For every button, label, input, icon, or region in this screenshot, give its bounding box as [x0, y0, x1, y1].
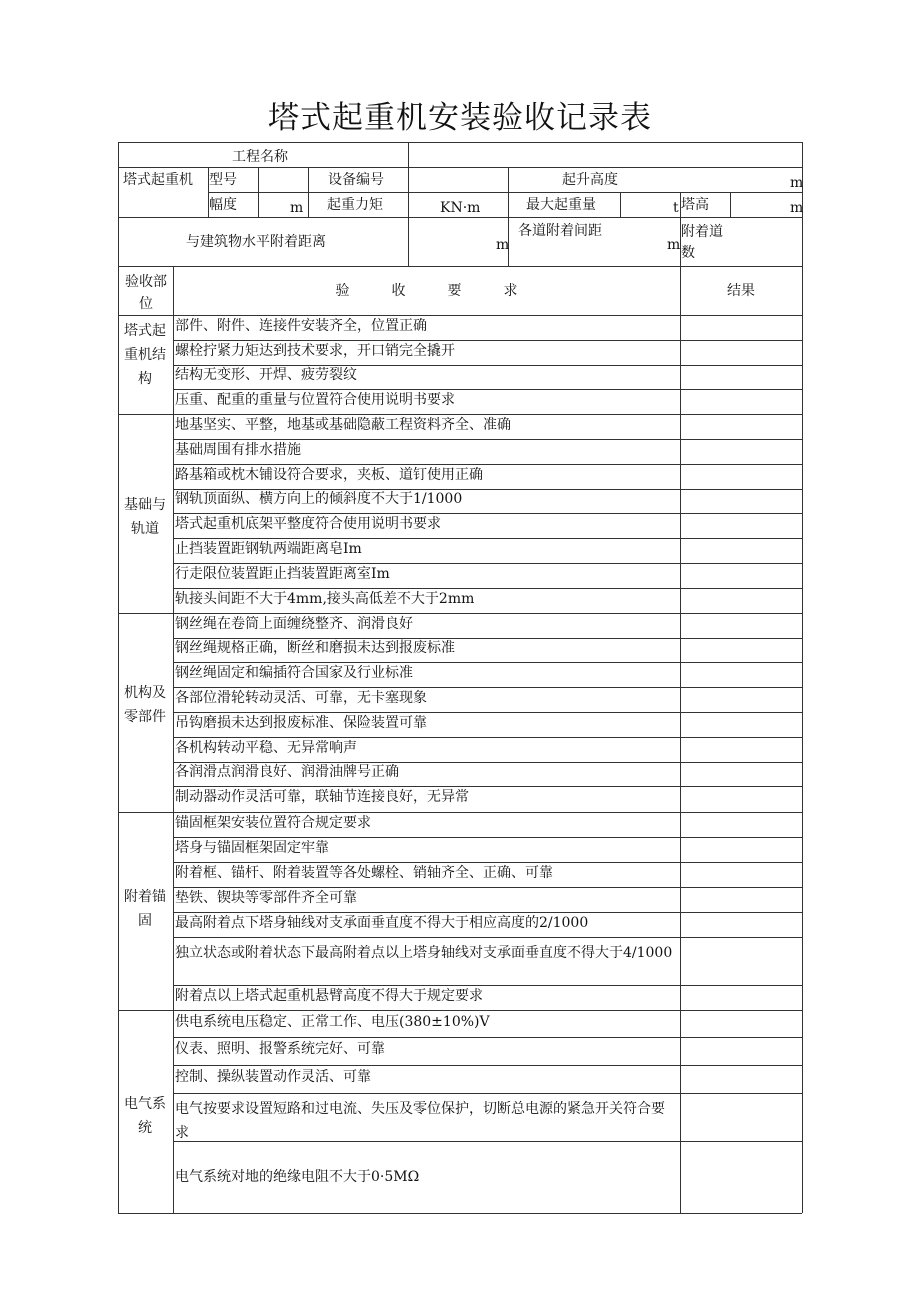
section-attachment-anchorage-label: 附着锚固	[124, 889, 166, 929]
result-cell[interactable]	[681, 390, 801, 413]
project-name-field[interactable]	[409, 143, 801, 167]
result-cell[interactable]	[681, 539, 801, 562]
requirement-item: 塔式起重机底架平整度符合使用说明书要求	[175, 516, 441, 532]
wall-distance-label: 与建筑物水平附着距离	[186, 234, 326, 250]
requirement-item: 基础周围有排水措施	[175, 442, 301, 458]
result-cell[interactable]	[681, 888, 801, 911]
max-load-label: 最大起重量	[526, 197, 596, 213]
section-electrical-system-label: 电气系统	[124, 1096, 166, 1136]
requirement-item: 各机构转动平稳、无异常响声	[175, 740, 357, 756]
result-cell[interactable]	[681, 738, 801, 761]
grid-line	[208, 192, 802, 193]
requirement-item: 塔身与锚固框架固定牢靠	[175, 840, 329, 856]
model-field[interactable]	[259, 168, 307, 192]
device-no-label: 设备编号	[328, 172, 384, 188]
result-cell[interactable]	[681, 514, 801, 537]
section-crane-structure-label: 塔式起重机结构	[124, 323, 166, 387]
result-cell[interactable]	[681, 688, 801, 711]
tower-height-field[interactable]	[731, 193, 786, 217]
requirement-item: 路基箱或枕木铺设符合要求，夹板、道钉使用正确	[175, 467, 483, 483]
requirement-item: 压重、配重的重量与位置符合使用说明书要求	[175, 392, 455, 408]
section-divider	[118, 1213, 802, 1214]
result-cell[interactable]	[681, 1094, 801, 1140]
result-cell[interactable]	[681, 341, 801, 364]
result-cell[interactable]	[681, 465, 801, 488]
table-right-border	[802, 142, 803, 1213]
moment-unit: KN·m	[440, 200, 481, 216]
section-mechanism-parts-label: 机构及零部件	[124, 685, 166, 725]
requirement-item: 钢丝绳固定和编插符合国家及行业标准	[175, 665, 413, 681]
requirement-item: 垫铁、锲块等零部件齐全可靠	[175, 890, 357, 906]
result-cell[interactable]	[681, 938, 801, 984]
device-no-field[interactable]	[409, 168, 507, 192]
model-label: 型号	[209, 172, 237, 188]
lift-height-field[interactable]	[509, 168, 789, 192]
amplitude-field[interactable]	[259, 193, 289, 217]
requirement-item: 电气系统对地的绝缘电阻不大于0·5MΩ	[175, 1169, 420, 1185]
requirement-item: 结构无变形、开焊、疲劳裂纹	[175, 367, 357, 383]
requirement-item: 钢丝绳在卷筒上面缠绕整齐、润滑良好	[175, 616, 413, 632]
requirement-item: 部件、附件、连接件安装齐全，位置正确	[175, 318, 427, 334]
page-title: 塔式起重机安装验收记录表	[268, 100, 652, 136]
result-cell[interactable]	[681, 316, 801, 339]
requirement-item: 螺栓拧紧力矩达到技术要求，开口销完全撬开	[175, 343, 455, 359]
part-column-divider	[173, 266, 174, 1213]
attachment-count-field[interactable]	[731, 218, 801, 265]
result-cell[interactable]	[681, 589, 801, 612]
result-cell[interactable]	[681, 663, 801, 686]
section-foundation-track-label: 基础与轨道	[124, 497, 166, 537]
requirement-item: 供电系统电压稳定、正常工作、电压(380±10%)V	[175, 1014, 490, 1030]
requirement-item: 独立状态或附着状态下最高附着点以上塔身轴线对支承面垂直度不得大于4/1000	[175, 945, 673, 961]
requirement-item: 附着框、锚杆、附着装置等各处螺栓、销轴齐全、正确、可靠	[175, 865, 553, 881]
requirement-item: 控制、操纵装置动作灵活、可靠	[175, 1069, 371, 1085]
spacing-field[interactable]	[509, 242, 664, 264]
result-cell[interactable]	[681, 713, 801, 736]
moment-label: 起重力矩	[327, 197, 383, 213]
requirement-item: 最高附着点下塔身轴线对支承面垂直度不得大于相应高度的2/1000	[175, 915, 589, 931]
requirement-item: 止挡装置距钢轨两端距离皂Im	[175, 541, 362, 557]
project-name-label: 工程名称	[232, 149, 288, 165]
moment-field[interactable]	[409, 193, 439, 217]
requirement-item: 仪表、照明、报警系统完好、可靠	[175, 1041, 385, 1057]
result-cell[interactable]	[681, 1011, 801, 1036]
result-cell[interactable]	[681, 986, 801, 1009]
requirement-item: 钢轨顶面纵、横方向上的倾斜度不大于1/1000	[175, 491, 463, 507]
result-cell[interactable]	[681, 787, 801, 811]
tower-height-unit: m	[790, 200, 804, 216]
requirement-item: 地基坚实、平整，地基或基础隐蔽工程资料齐全、准确	[175, 417, 511, 433]
requirement-item: 各润滑点润滑良好、润滑油牌号正确	[175, 764, 399, 780]
requirement-item: 电气按要求设置短路和过电流、失压及零位保护，切断总电源的紧急开关符合要求	[175, 1101, 665, 1141]
table-left-border	[118, 142, 119, 1213]
result-cell[interactable]	[681, 813, 801, 836]
crane-label: 塔式起重机	[123, 172, 193, 188]
result-cell[interactable]	[681, 639, 801, 661]
lift-height-label: 起升高度	[562, 172, 618, 188]
requirement-item: 行走限位装置距止挡装置距离室Im	[175, 566, 390, 582]
result-cell[interactable]	[681, 1066, 801, 1092]
wall-distance-field[interactable]	[409, 218, 494, 265]
requirement-item: 制动器动作灵活可靠，联轴节连接良好，无异常	[175, 789, 469, 805]
result-cell[interactable]	[681, 913, 801, 936]
grid-line	[118, 266, 802, 267]
lift-height-unit: m	[790, 175, 804, 191]
requirement-item: 轨接头间距不大于4mm,接头高低差不大于2mm	[175, 591, 475, 607]
result-cell[interactable]	[681, 763, 801, 785]
requirement-item: 锚固框架安装位置符合规定要求	[175, 815, 371, 831]
result-cell[interactable]	[681, 490, 801, 512]
result-cell[interactable]	[681, 366, 801, 388]
result-cell[interactable]	[681, 863, 801, 886]
requirement-item: 各部位滑轮转动灵活、可靠，无卡塞现象	[175, 690, 427, 706]
requirements-column-header: 验 收 要 求	[335, 283, 518, 299]
result-cell[interactable]	[681, 1142, 801, 1212]
result-column-header: 结果	[727, 283, 755, 299]
spacing-label: 各道附着间距	[518, 223, 602, 239]
result-cell[interactable]	[681, 1038, 801, 1064]
attachment-count-label: 附着道数	[681, 224, 723, 261]
requirement-item: 附着点以上塔式起重机悬臂高度不得大于规定要求	[175, 988, 483, 1004]
amplitude-label: 幅度	[209, 197, 237, 213]
max-load-field[interactable]	[621, 193, 671, 217]
result-cell[interactable]	[681, 415, 801, 438]
amplitude-unit: m	[290, 200, 304, 216]
result-cell[interactable]	[681, 564, 801, 587]
spacing-unit: m	[667, 237, 681, 253]
result-cell[interactable]	[681, 838, 801, 861]
requirement-item: 钢丝绳规格正确，断丝和磨损未达到报废标准	[175, 640, 455, 656]
tower-height-label: 塔高	[681, 197, 709, 213]
grid-line	[308, 167, 309, 217]
part-column-header: 验收部位	[125, 274, 167, 312]
max-load-unit: t	[673, 200, 679, 216]
wall-distance-unit: m	[496, 237, 510, 253]
requirement-item: 吊钩磨损未达到报废标准、保险装置可靠	[175, 715, 427, 731]
result-cell[interactable]	[681, 440, 801, 463]
result-cell[interactable]	[681, 614, 801, 637]
